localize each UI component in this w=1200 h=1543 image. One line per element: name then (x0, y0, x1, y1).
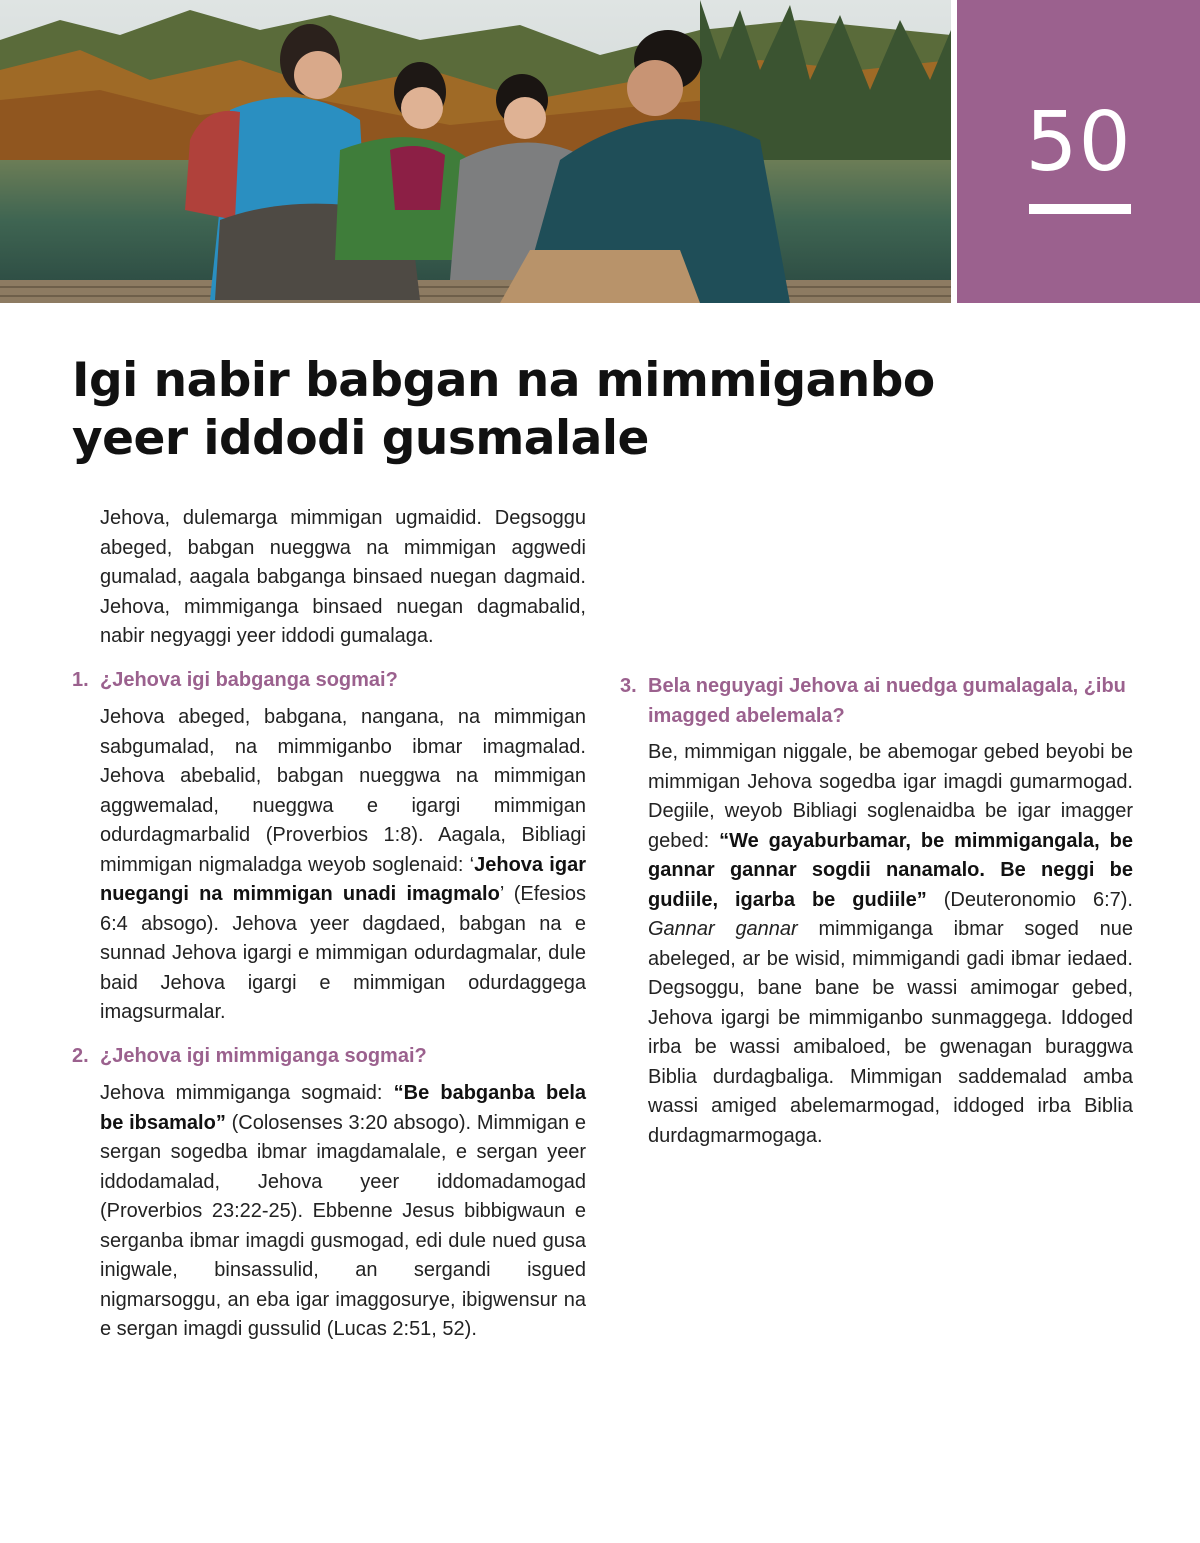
lesson-badge (957, 0, 1200, 303)
answer-3-text-a: Be, mimmigan niggale, be abemogar gebed beyobi be mimmigan Jehova sogedba igar imagdi gumarmogad. Degiile, weyob Bibliagi soglenaidba be igar imagger gebed: (648, 741, 1133, 852)
answer-3-text-b: (Deuteronomio 6:7). (926, 888, 1133, 911)
question-1-number: 1. (72, 668, 89, 691)
question-3-number: 3. (620, 675, 637, 697)
page-title-line1: Igi nabir babgan na mimmiganbo (72, 353, 935, 408)
answer-3-emphasis: Gannar gannar (648, 918, 798, 940)
page-title-line2: yeer iddodi gusmalale (72, 411, 649, 466)
answer-3-text-c: mimmiganga ibmar soged nue abeleged, ar be wisid, mimmigandi gadi ibmar iedaed. Degsoggu, bane bane be wassi amimogar gebed, Jehova igargi be mimmiganbo sunmaggega. Iddoged irba be wassi amibaloed, be gwenagan buraggwa Biblia durdagbaliga. Mimmigan saddemalad amba wassi amiged abelemarmogad, iddoged irba Biblia durdagmarmogaga. (648, 918, 1133, 1147)
answer-1-text-a: Jehova abeged, babgana, nangana, na mimmigan sabgumalad, na mimmiganbo ibmar imagmalad. Jehova abebalid, babgan nueggwa na mimmigan aggwemalad, nueggwa e igargi mimmigan odurdagmarbalid (Proverbios 1:8). Aagala, Bibliagi mimmigan nigmaladga weyob soglenaid: ‘ (100, 706, 586, 876)
question-1-text: ¿Jehova igi babganga sogmai? (100, 668, 398, 691)
answer-1-quote: Jehova igar nuegangi na mimmigan unadi imagmalo (100, 853, 586, 905)
answer-2-paragraph (100, 1079, 586, 1345)
page-title (72, 352, 972, 468)
answer-1-paragraph (100, 703, 586, 1028)
question-1-heading (72, 666, 586, 696)
question-2-number: 2. (72, 1044, 89, 1067)
left-column (72, 504, 586, 1345)
question-3-heading (620, 672, 1133, 731)
answer-2-text-a: Jehova mimmiganga sogmaid: (100, 1082, 394, 1104)
intro-paragraph: Jehova, dulemarga mimmigan ugmaidid. Degsoggu abeged, babgan nueggwa na mimmigan aggwedi gumalad, aagala babganga binsaed nuegan dagmaid. Jehova, mimmiganga binsaed nuegan dagmabalid, nabir negyaggi yeer iddodi gumalaga. (100, 507, 586, 647)
answer-2-text-b: (Colosenses 3:20 absogo). Mimmigan e sergan sogedba ibmar imagdamalale, e sergan yeer iddodamalad, Jehova yeer iddomadamogad (Proverbios 23:22-25). Ebbenne Jesus bibbigwaun e serganba ibmar imagdi gusmogad, edi dule nued gusa inigwale, binsassulid, an sergandi isgued nigmarsoggu, an eba igar imaggosurye, ibigwensur na e sergan imagdi gussulid (Lucas 2:51, 52). (100, 1111, 586, 1340)
answer-3-quote: “We gayaburbamar, be mimmigangala, be gannar gannar sogdii nanamalo. Be neggi be gudiile, igarba be gudiile” (648, 829, 1133, 911)
lesson-number: 50 (1025, 95, 1132, 190)
answer-2-quote: “Be babganba bela be ibsamalo” (100, 1082, 586, 1134)
question-2-text: ¿Jehova igi mimmiganga sogmai? (100, 1044, 427, 1067)
question-2-heading (72, 1042, 586, 1072)
question-3-text: Bela neguyagi Jehova ai nuedga gumalagala, ¿ibu imagged abelemala? (648, 675, 1126, 727)
hero-photo (0, 0, 951, 303)
hero-photo-illustration (0, 0, 951, 303)
answer-3-paragraph (648, 738, 1133, 1151)
answer-1-text-b: ’ (Efesios 6:4 absogo). Jehova yeer dagdaed, babgan na e sunnad Jehova igargi e mimmigan odurdagmalar, dule baid Jehova igargi e mimmigan odurdaggega imagsurmalar. (100, 883, 586, 1023)
lesson-number-underline (1029, 204, 1131, 214)
